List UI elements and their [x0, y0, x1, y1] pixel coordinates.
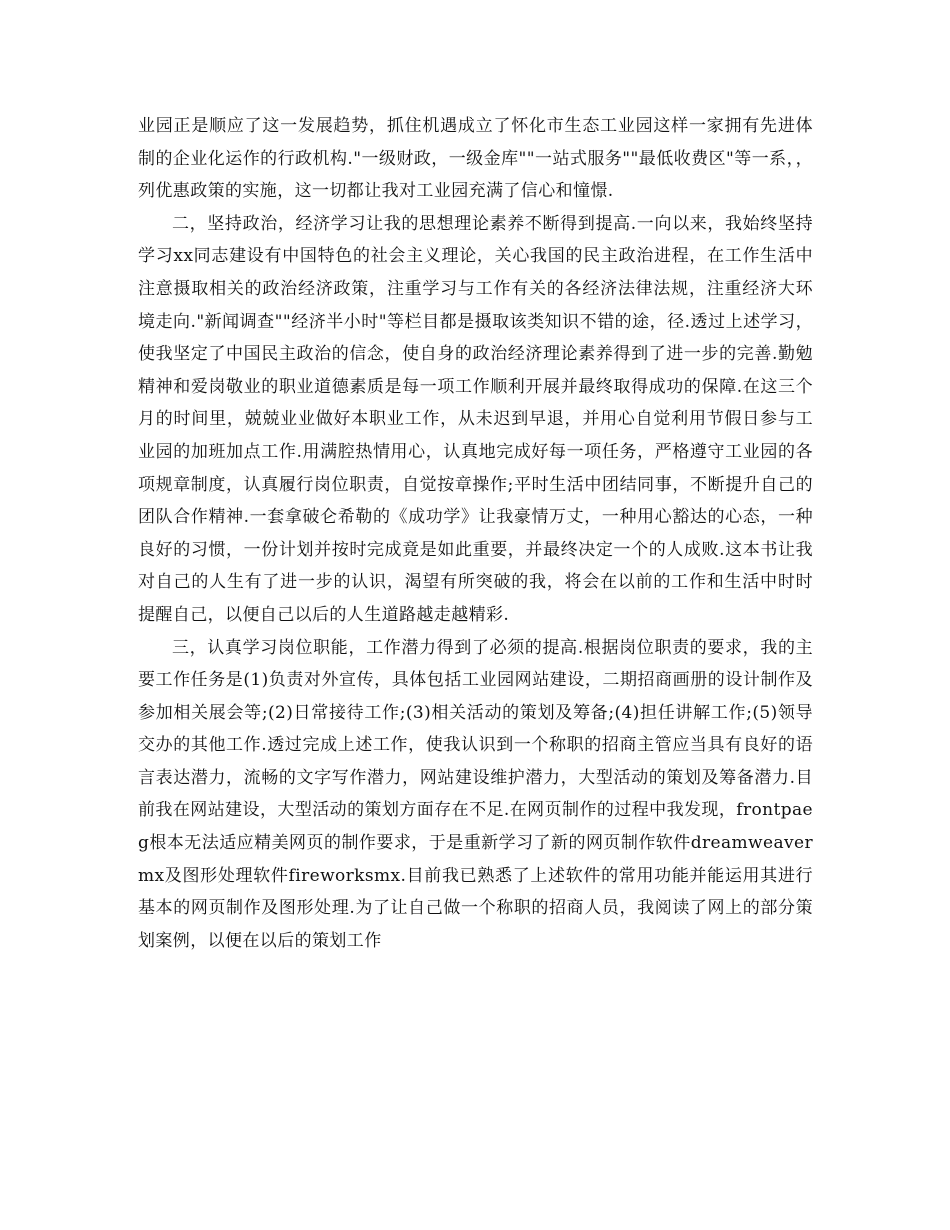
paragraph-two-politics-study: 二，坚持政治，经济学习让我的思想理论素养不断得到提高.一向以来，我始终坚持学习xx同志建设有中国特色的社会主义理论，关心我国的民主政治进程，在工作生活中注意摄取相关的政治经济政策，注重学习与工作有关的各经济法律法规，注重经济大环境走向."新闻调查""经济半小时"等栏目都是摄取该类知识不错的途，径.透过上述学习，使我坚定了中国民主政治的信念，使自身的政治经济理论素养得到了进一步的完善.勤勉精神和爱岗敬业的职业道德素质是每一项工作顺利开展并最终取得成功的保障.在这三个月的时间里，兢兢业业做好本职业工作，从未迟到早退，并用心自觉利用节假日参与工业园的加班加点工作.用满腔热情用心，认真地完成好每一项任务，严格遵守工业园的各项规章制度，认真履行岗位职责，自觉按章操作;平时生活中团结同事，不断提升自己的团队合作精神.一套拿破仑希勒的《成功学》让我豪情万丈，一种用心豁达的心态，一种良好的习惯，一份计划并按时完成竟是如此重要，并最终决定一个的人成败.这本书让我对自己的人生有了进一步的认识，渴望有所突破的我，将会在以前的工作和生活中时时提醒自己，以便自己以后的人生道路越走越精彩.: [138, 213, 813, 625]
paragraph-three-job-duties: 三，认真学习岗位职能，工作潜力得到了必须的提高.根据岗位职责的要求，我的主要工作任务是(1)负责对外宣传，具体包括工业园网站建设，二期招商画册的设计制作及参加相关展会等;(2)日常接待工作;(3)相关活动的策划及筹备;(4)担任讲解工作;(5)领导交办的其他工作.透过完成上述工作，使我认识到一个称职的招商主管应当具有良好的语言表达潜力，流畅的文字写作潜力，网站建设维护潜力，大型活动的策划及筹备潜力.目前我在网站建设，大型活动的策划方面存在不足.在网页制作的过程中我发现，frontpaeg根本无法适应精美网页的制作要求，于是重新学习了新的网页制作软件dreamweavermx及图形处理软件fireworksmx.目前我已熟悉了上述软件的常用功能并能运用其进行基本的网页制作及图形处理.为了让自己做一个称职的招商人员，我阅读了网上的部分策划案例，以便在以后的策划工作: [138, 637, 813, 951]
document-body: [138, 110, 813, 957]
paragraph-continued: 业园正是顺应了这一发展趋势，抓住机遇成立了怀化市生态工业园这样一家拥有先进体制的企业化运作的行政机构."一级财政，一级金库""一站式服务""最低收费区"等一系，，列优惠政策的实施，这一切都让我对工业园充满了信心和憧憬.: [138, 116, 813, 202]
